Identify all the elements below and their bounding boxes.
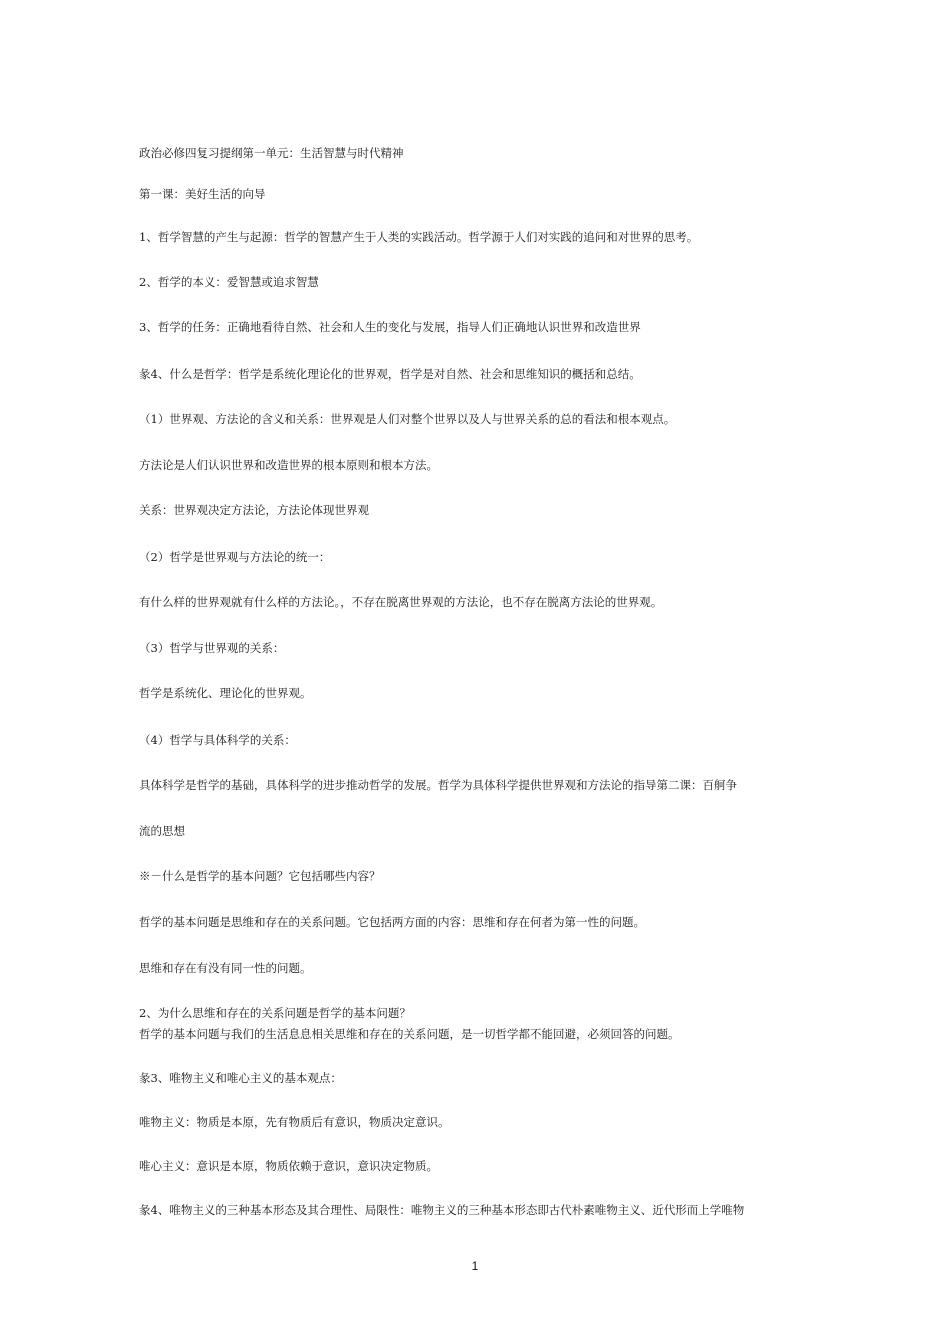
text-line: 有什么样的世界观就有什么样的方法论。，不存在脱离世界观的方法论，也不存在脱离方法论的世界观。 bbox=[139, 595, 663, 609]
text-line: 哲学是系统化、理论化的世界观。 bbox=[139, 686, 312, 700]
text-line: 彖4、什么是哲学：哲学是系统化理论化的世界观，哲学是对自然、社会和思维知识的概括和总结。 bbox=[139, 367, 641, 381]
text-line: （2）哲学是世界观与方法论的统一： bbox=[139, 550, 331, 564]
text-line: 彖4、唯物主义的三种基本形态及其合理性、局限性：唯物主义的三种基本形态即古代朴素唯物主义、近代形而上学唯物 bbox=[139, 1203, 745, 1217]
text-line: （4）哲学与具体科学的关系： bbox=[139, 733, 296, 747]
text-line: 唯物主义：物质是本原，先有物质后有意识，物质决定意识。 bbox=[139, 1115, 450, 1129]
text-line: 哲学的基本问题是思维和存在的关系问题。它包括两方面的内容：思维和存在何者为第一性的问题。 bbox=[139, 915, 645, 929]
text-line: 唯心主义：意识是本原，物质依赖于意识，意识决定物质。 bbox=[139, 1159, 438, 1173]
text-line: 具体科学是哲学的基础，具体科学的进步推动哲学的发展。哲学为具体科学提供世界观和方法论的指导第二课：百舸争 bbox=[139, 778, 737, 792]
text-line: 方法论是人们认识世界和改造世界的根本原则和根本方法。 bbox=[139, 458, 438, 472]
text-line: （3）哲学与世界观的关系： bbox=[139, 641, 285, 655]
text-line: 彖3、唯物主义和唯心主义的基本观点： bbox=[139, 1071, 342, 1085]
text-line: 关系：世界观决定方法论，方法论体现世界观 bbox=[139, 503, 369, 517]
text-line: 3、哲学的任务：正确地看待自然、社会和人生的变化与发展，指导人们正确地认识世界和改造世界 bbox=[139, 320, 641, 334]
document-title: 政治必修四复习提纲第一单元：生活智慧与时代精神 bbox=[139, 146, 404, 160]
text-line: 1、哲学智慧的产生与起源：哲学的智慧产生于人类的实践活动。哲学源于人们对实践的追问和对世界的思考。 bbox=[139, 230, 699, 244]
text-line: 流的思想 bbox=[139, 824, 185, 838]
text-line: 哲学的基本问题与我们的生活息息相关思维和存在的关系问题，是一切哲学都不能回避，必须回答的问题。 bbox=[139, 1027, 680, 1041]
page-number: 1 bbox=[471, 1259, 479, 1273]
lesson-heading: 第一课：美好生活的向导 bbox=[139, 187, 266, 201]
text-line: ※－什么是哲学的基本问题？它包括哪些内容？ bbox=[139, 869, 381, 883]
text-line: 2、哲学的本义：爱智慧或追求智慧 bbox=[139, 275, 319, 289]
text-line: 2、为什么思维和存在的关系问题是哲学的基本问题？ bbox=[139, 1006, 411, 1020]
text-line: （1）世界观、方法论的含义和关系：世界观是人们对整个世界以及人与世界关系的总的看法和根本观点。 bbox=[139, 412, 676, 426]
text-line: 思维和存在有没有同一性的问题。 bbox=[139, 961, 312, 975]
